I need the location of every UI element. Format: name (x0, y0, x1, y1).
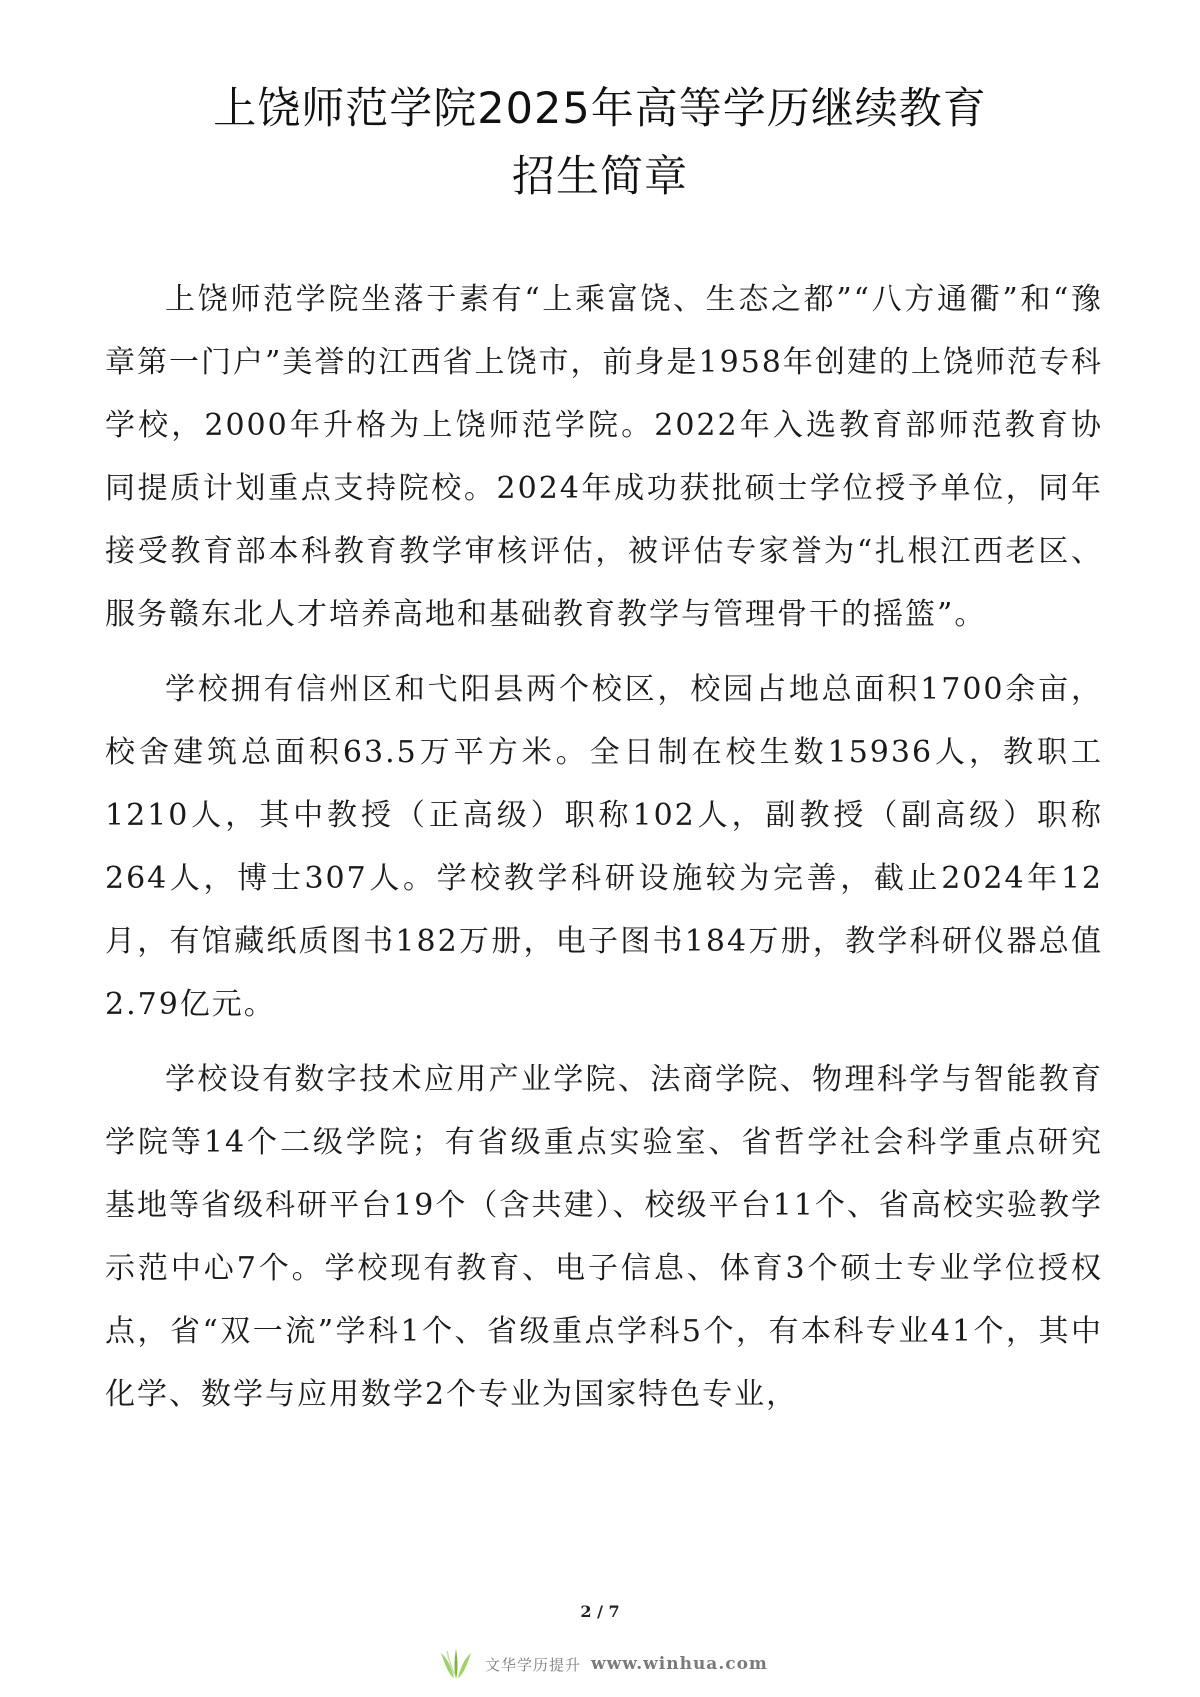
page-number: 2 / 7 (580, 1602, 620, 1621)
document-title-line-2: 招生简章 (512, 152, 688, 202)
paragraph-intro: 上饶师范学院坐落于素有“上乘富饶、生态之都”“八方通衢”和“豫章第一门户”美誉的江西省上饶市，前身是1958年创建的上饶师范专科学校，2000年升格为上饶师范学院。2022年入选教育部师范教育协同提质计划重点支持院校。2024年成功获批硕士学位授予单位，同年接受教育部本科教育教学审核评估，被评估专家誉为“扎根江西老区、服务赣东北人才培养高地和基础教育教学与管理骨干的摇篮”。 (105, 282, 1103, 632)
document-body (105, 268, 1103, 1438)
paragraph-campus: 学校拥有信州区和弋阳县两个校区，校园占地总面积1700余亩，校舍建筑总面积63.5万平方米。全日制在校生数15936人，教职工1210人，其中教授（正高级）职称102人，副教授（副高级）职称264人，博士307人。学校教学科研设施较为完善，截止2024年12月，有馆藏纸质图书182万册，电子图书184万册，教学科研仪器总值2.79亿元。 (105, 672, 1103, 1022)
footer-watermark (437, 1646, 768, 1682)
footer-url[interactable]: www.winhua.com (591, 1654, 768, 1674)
winhua-leaf-logo-icon (437, 1647, 475, 1681)
paragraph-colleges: 学校设有数字技术应用产业学院、法商学院、物理科学与智能教育学院等14个二级学院；有省级重点实验室、省哲学社会科学重点研究基地等省级科研平台19个（含共建）、校级平台11个、省高校实验教学示范中心7个。学校现有教育、电子信息、体育3个硕士专业学位授权点，省“双一流”学科1个、省级重点学科5个，有本科专业41个，其中化学、数学与应用数学2个专业为国家特色专业， (105, 1062, 1103, 1412)
footer-brand: 文华学历提升 (485, 1655, 582, 1674)
document-title-line-1: 上饶师范学院2025年高等学历继续教育 (213, 84, 987, 134)
